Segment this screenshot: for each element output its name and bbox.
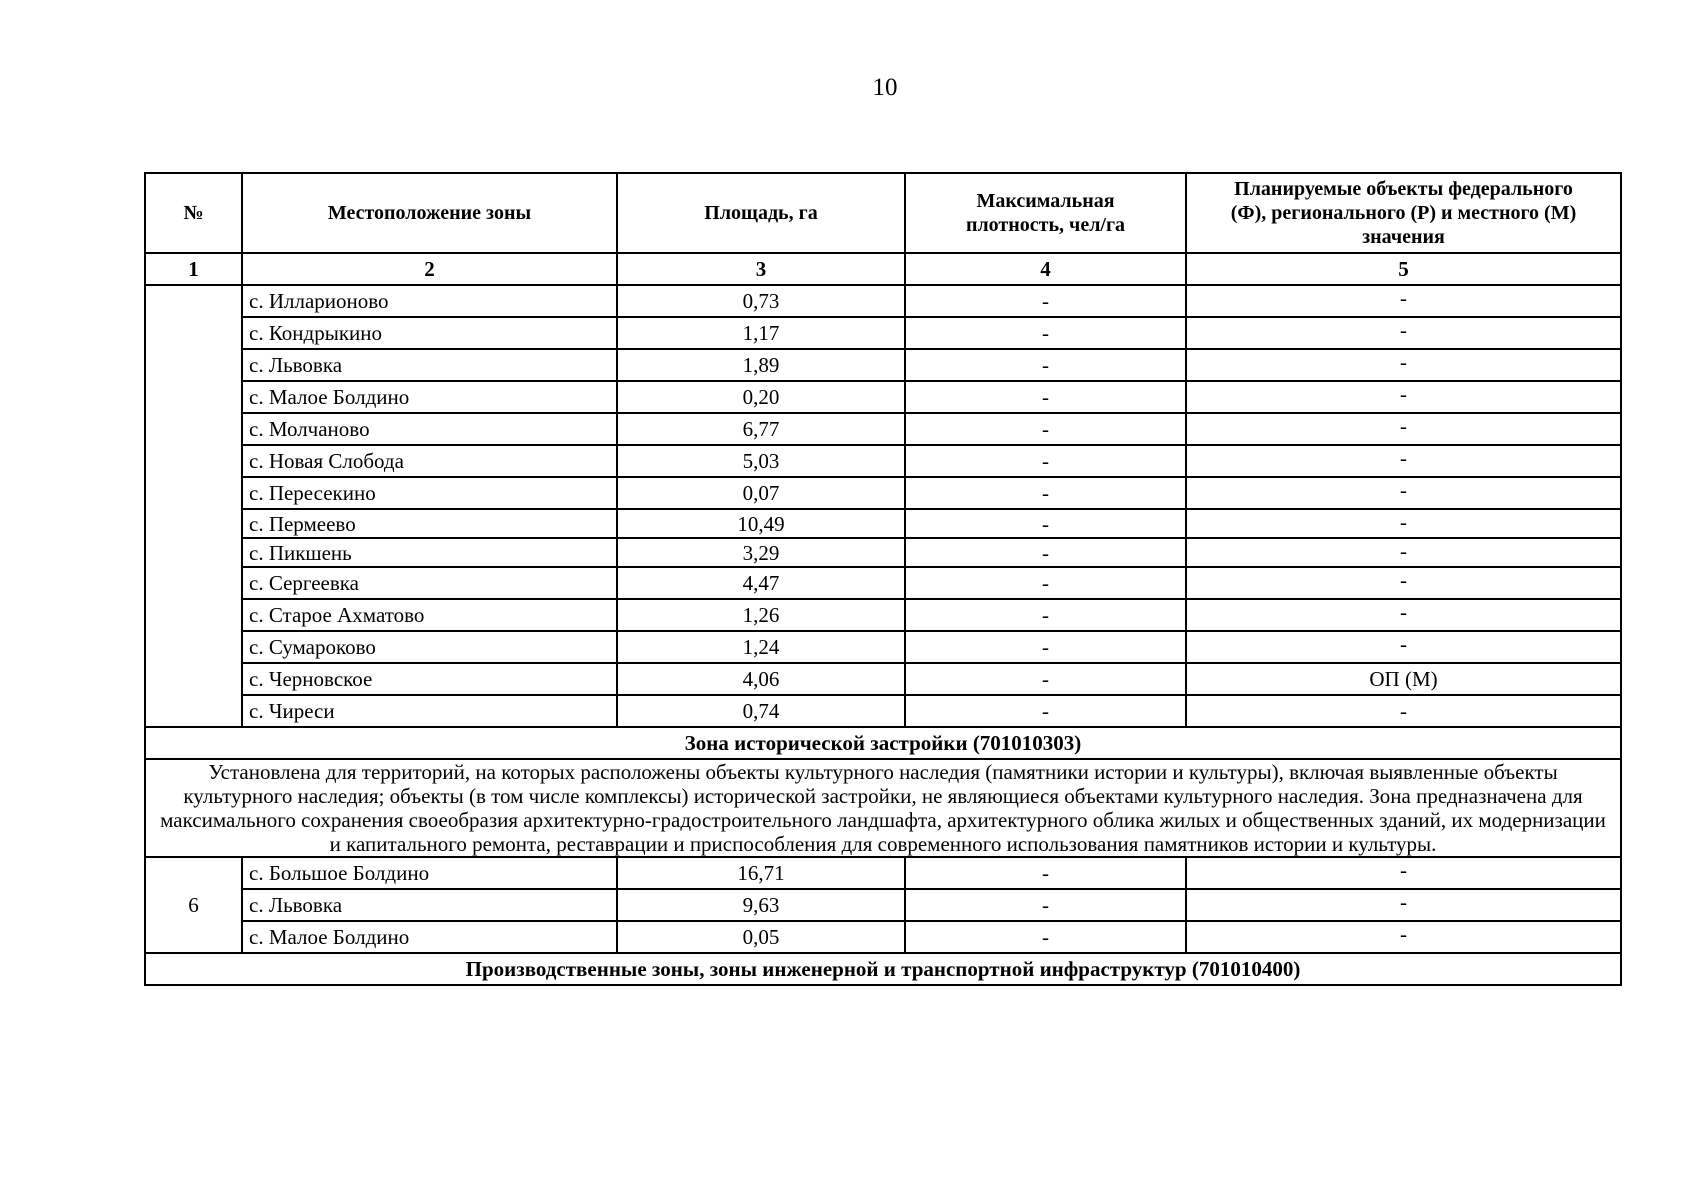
density-cell: - [905, 349, 1186, 381]
planned-cell: - [1186, 285, 1621, 317]
location-cell: с. Малое Болдино [242, 921, 617, 953]
zone-title-row [145, 727, 1621, 759]
historic-zone-title: Зона исторической застройки (701010303) [145, 727, 1621, 759]
planned-cell: - [1186, 477, 1621, 509]
table-row [145, 317, 1621, 349]
historic-zone-description: Установлена для территорий, на которых расположены объекты культурного наследия (памятники истории и культуры), включая выявленные объекты культурного наследия; объекты (в том числе комплексы) исторической застройки, не являющиеся объектами культурного наследия. Зона предназначена для максимального сохранения своеобразия архитектурно-градостроительного ландшафта, архитектурного облика жилых и общественных зданий, их модернизации и капитального ремонта, реставрации и приспособления для современного использования памятников истории и культуры. [145, 759, 1621, 857]
location-cell: с. Черновское [242, 663, 617, 695]
area-cell: 9,63 [617, 889, 905, 921]
density-cell: - [905, 413, 1186, 445]
density-cell: - [905, 317, 1186, 349]
location-cell: с. Старое Ахматово [242, 599, 617, 631]
area-cell: 1,26 [617, 599, 905, 631]
location-cell: с. Илларионово [242, 285, 617, 317]
planned-cell: ОП (М) [1186, 663, 1621, 695]
table-row [145, 445, 1621, 477]
table-row [145, 921, 1621, 953]
header-density-line1: Максимальная [976, 190, 1115, 212]
area-cell: 4,06 [617, 663, 905, 695]
area-cell: 1,24 [617, 631, 905, 663]
location-cell: с. Львовка [242, 889, 617, 921]
table-row [145, 413, 1621, 445]
density-cell: - [905, 663, 1186, 695]
density-cell: - [905, 631, 1186, 663]
location-cell: с. Пересекино [242, 477, 617, 509]
density-cell: - [905, 921, 1186, 953]
planned-cell: - [1186, 695, 1621, 727]
industrial-zone-title: Производственные зоны, зоны инженерной и транспортной инфраструктур (701010400) [145, 953, 1621, 985]
location-cell: с. Кондрыкино [242, 317, 617, 349]
area-cell: 0,73 [617, 285, 905, 317]
table-row [145, 663, 1621, 695]
density-cell: - [905, 599, 1186, 631]
header-num: № [145, 173, 242, 253]
area-cell: 10,49 [617, 509, 905, 538]
table-row [145, 631, 1621, 663]
column-number: 5 [1186, 253, 1621, 285]
area-cell: 0,20 [617, 381, 905, 413]
density-cell: - [905, 857, 1186, 889]
location-cell: с. Сергеевка [242, 567, 617, 599]
density-cell: - [905, 381, 1186, 413]
header-planned [1186, 173, 1621, 253]
group-number-cell: 6 [145, 857, 242, 953]
header-density-line2: плотность, чел/га [965, 214, 1126, 236]
planned-cell: - [1186, 599, 1621, 631]
table-row [145, 381, 1621, 413]
column-number: 4 [905, 253, 1186, 285]
table-row [145, 599, 1621, 631]
location-cell: с. Львовка [242, 349, 617, 381]
density-cell: - [905, 889, 1186, 921]
column-number-row [145, 253, 1621, 285]
planned-cell: - [1186, 317, 1621, 349]
area-cell: 0,07 [617, 477, 905, 509]
location-cell: с. Большое Болдино [242, 857, 617, 889]
table-row [145, 349, 1621, 381]
area-cell: 6,77 [617, 413, 905, 445]
planned-cell: - [1186, 381, 1621, 413]
density-cell: - [905, 445, 1186, 477]
location-cell: с. Малое Болдино [242, 381, 617, 413]
table-row [145, 695, 1621, 727]
header-area: Площадь, га [617, 173, 905, 253]
area-cell: 4,47 [617, 567, 905, 599]
area-cell: 5,03 [617, 445, 905, 477]
header-planned-line2: (Ф), регионального (Р) и местного (М) [1230, 202, 1577, 224]
zones-table [144, 172, 1622, 986]
planned-cell: - [1186, 413, 1621, 445]
planned-cell: - [1186, 509, 1621, 538]
header-location: Местоположение зоны [242, 173, 617, 253]
planned-cell: - [1186, 567, 1621, 599]
header-density [905, 173, 1186, 253]
location-cell: с. Чиреси [242, 695, 617, 727]
planned-cell: - [1186, 349, 1621, 381]
header-planned-line3: значения [1362, 226, 1445, 248]
table-row [145, 538, 1621, 567]
zone-title-row [145, 953, 1621, 985]
location-cell: с. Молчаново [242, 413, 617, 445]
group-number-cell [145, 285, 242, 727]
header-planned-line1: Планируемые объекты федерального [1234, 178, 1573, 200]
planned-cell: - [1186, 857, 1621, 889]
planned-cell: - [1186, 631, 1621, 663]
table-row [145, 509, 1621, 538]
table-row [145, 567, 1621, 599]
density-cell: - [905, 567, 1186, 599]
planned-cell: - [1186, 445, 1621, 477]
zone-description-row [145, 759, 1621, 857]
column-number: 1 [145, 253, 242, 285]
table-row [145, 285, 1621, 317]
location-cell: с. Новая Слобода [242, 445, 617, 477]
density-cell: - [905, 285, 1186, 317]
column-number: 3 [617, 253, 905, 285]
area-cell: 0,05 [617, 921, 905, 953]
density-cell: - [905, 509, 1186, 538]
location-cell: с. Сумароково [242, 631, 617, 663]
area-cell: 16,71 [617, 857, 905, 889]
table-row [145, 857, 1621, 889]
area-cell: 3,29 [617, 538, 905, 567]
page-number: 10 [872, 74, 898, 101]
header-row [145, 173, 1621, 253]
table-row [145, 477, 1621, 509]
planned-cell: - [1186, 889, 1621, 921]
density-cell: - [905, 695, 1186, 727]
density-cell: - [905, 538, 1186, 567]
density-cell: - [905, 477, 1186, 509]
location-cell: с. Пикшень [242, 538, 617, 567]
area-cell: 1,89 [617, 349, 905, 381]
location-cell: с. Пермеево [242, 509, 617, 538]
planned-cell: - [1186, 921, 1621, 953]
planned-cell: - [1186, 538, 1621, 567]
table-row [145, 889, 1621, 921]
area-cell: 1,17 [617, 317, 905, 349]
column-number: 2 [242, 253, 617, 285]
area-cell: 0,74 [617, 695, 905, 727]
